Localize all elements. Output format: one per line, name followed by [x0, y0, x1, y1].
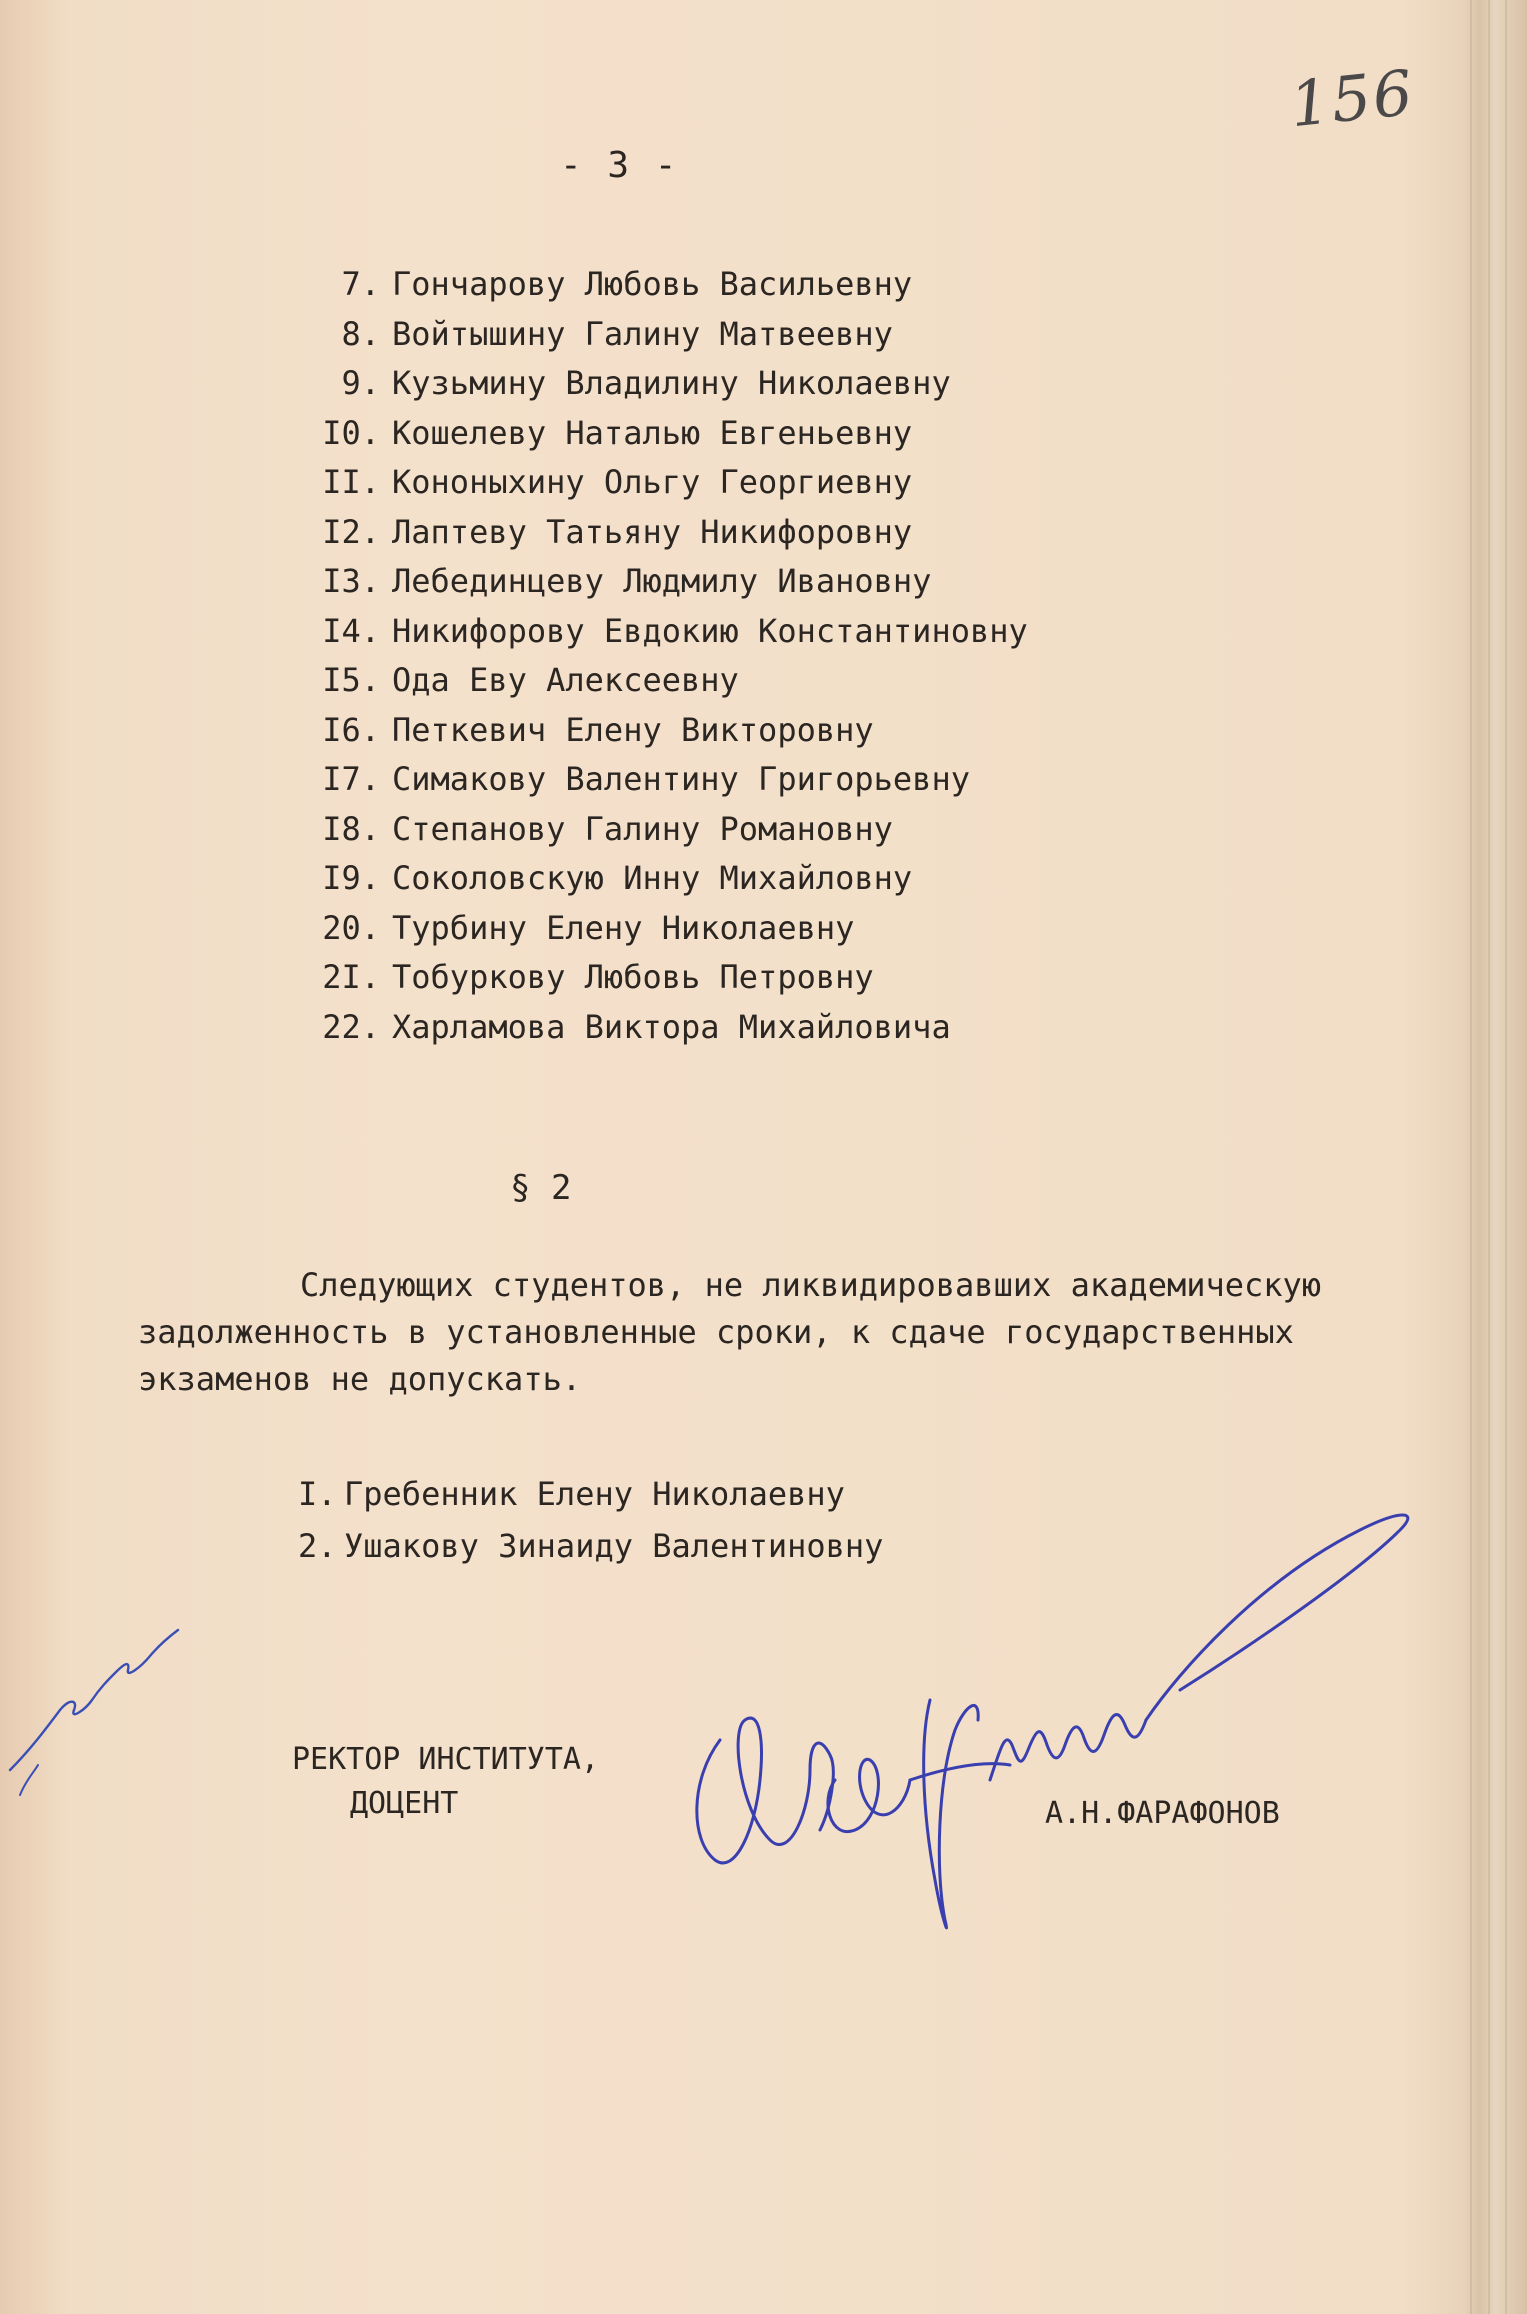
item-name: Гребенник Елену Николаевну — [344, 1475, 845, 1513]
item-number: I0. — [322, 413, 380, 452]
item-name: Лебединцеву Людмилу Ивановну — [392, 562, 932, 600]
item-name: Турбину Елену Николаевну — [392, 908, 855, 947]
item-number: I6. — [322, 710, 380, 749]
item-name: Войтышину Галину Матвеевну — [392, 314, 893, 353]
list-item — [290, 854, 1028, 904]
item-number: I. — [298, 1475, 337, 1513]
signature — [660, 1480, 1420, 1950]
item-name: Кузьмину Владилину Николаевну — [392, 364, 951, 402]
page-edge — [1488, 0, 1490, 2314]
margin-handwriting — [0, 1560, 200, 1820]
list-item — [290, 755, 1028, 805]
item-number: 20. — [322, 908, 380, 947]
paragraph-text: Следующих студентов, не ликвидировавших академическую задолженность в установленные сроки, к сдаче государственных экзаменов не допускать. — [138, 1266, 1322, 1398]
item-number: I3. — [322, 562, 380, 600]
list-item — [290, 656, 1028, 706]
list-item — [290, 557, 1028, 607]
item-name: Ушакову Зинаиду Валентиновну — [344, 1527, 884, 1565]
item-number: 8. — [341, 314, 380, 353]
list-item — [290, 458, 1028, 508]
list-item — [290, 607, 1028, 657]
list-item — [290, 260, 1028, 310]
item-number: 2I. — [322, 958, 380, 996]
item-number: I9. — [322, 859, 380, 897]
list-item — [290, 409, 1028, 459]
item-name: Гончарову Любовь Васильевну — [392, 265, 913, 303]
item-name: Харламова Виктора Михайловича — [392, 1007, 951, 1046]
list-item — [290, 508, 1028, 558]
item-name: Кошелеву Наталью Евгеньевну — [392, 413, 913, 452]
item-number: I7. — [322, 760, 380, 798]
item-number: 7. — [341, 265, 380, 303]
signatory-name: А.Н.ФАРАФОНОВ — [1045, 1796, 1280, 1831]
list-item — [290, 359, 1028, 409]
list-item — [290, 953, 1028, 1003]
list-item — [290, 805, 1028, 855]
item-name: Кононыхину Ольгу Георгиевну — [392, 463, 913, 501]
list-item — [290, 310, 1028, 360]
item-name: Соколовскую Инну Михайловну — [392, 859, 913, 897]
item-number: II. — [322, 463, 380, 501]
item-name: Тобуркову Любовь Петровну — [392, 958, 874, 996]
signatory-title-line2: ДОЦЕНТ — [350, 1786, 459, 1821]
section-heading: § 2 — [510, 1168, 572, 1208]
item-name: Ода Еву Алексеевну — [392, 661, 739, 699]
item-number: I4. — [322, 611, 380, 650]
paragraph — [138, 1262, 1388, 1403]
page-edge — [1470, 0, 1472, 2314]
handwritten-page-number: 156 — [1286, 55, 1418, 142]
item-number: I2. — [322, 512, 380, 551]
item-number: 9. — [341, 364, 380, 402]
list-item — [290, 706, 1028, 756]
list-item — [290, 1003, 1028, 1053]
page-edge — [1505, 0, 1507, 2314]
item-name: Лаптеву Татьяну Никифоровну — [392, 512, 913, 551]
item-name: Симакову Валентину Григорьевну — [392, 760, 970, 798]
item-name: Петкевич Елену Викторовну — [392, 710, 874, 749]
item-number: I5. — [322, 661, 380, 699]
page-number: - 3 - — [560, 145, 679, 186]
student-list — [290, 260, 1028, 1052]
item-number: I8. — [322, 809, 380, 848]
signatory-title — [292, 1738, 599, 1826]
item-number: 22. — [322, 1007, 380, 1046]
signatory-title-line1: РЕКТОР ИНСТИТУТА, — [292, 1742, 600, 1777]
item-name: Степанову Галину Романовну — [392, 809, 893, 848]
list-item — [290, 904, 1028, 954]
item-name: Никифорову Евдокию Константиновну — [392, 611, 1028, 650]
item-number: 2. — [298, 1527, 337, 1565]
